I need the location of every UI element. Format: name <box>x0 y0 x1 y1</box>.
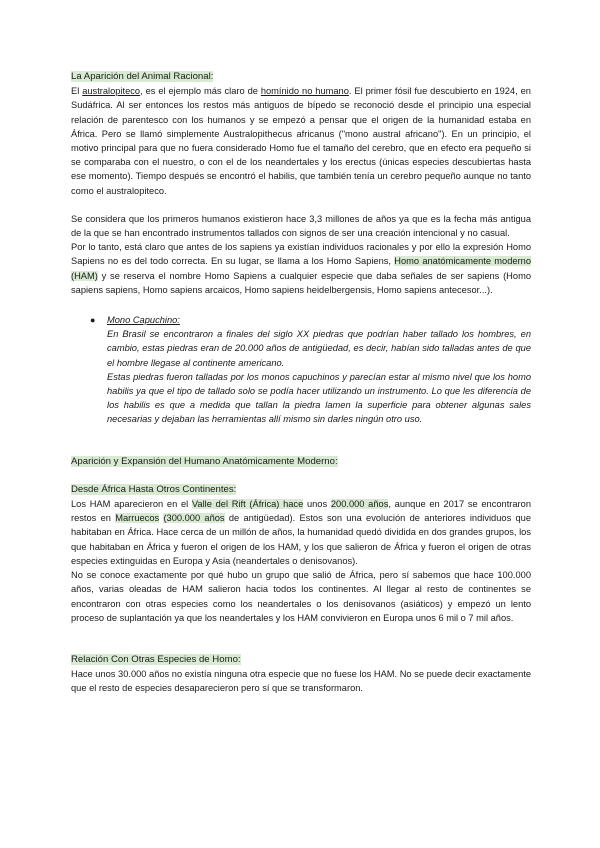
subheading-relacion-especies: Relación Con Otras Especies de Homo: <box>71 653 241 665</box>
paragraph-30000-anos: Hace unos 30.000 años no existía ninguna otra especie que no fuese los HAM. No se puede decir exactamente que el resto de especies desaparecieron pero sí que se transformaron. <box>71 669 531 694</box>
text-run: (300.000 años <box>163 513 225 524</box>
text-run: homínido no humano <box>260 86 349 97</box>
text-run: Valle del Rift (África) hace <box>191 499 304 510</box>
bullet-item-mono-capuchino <box>90 313 531 427</box>
paragraph-salida-africa: No se conoce exactamente por qué hubo un grupo que salió de África, pero sí sabemos que hace 100.000 años, varias oleadas de HAM salieron hacia todos los continentes. Al llegar al resto de continentes se encontraron con otras especies como los neandertales o los denisovanos (asiáticos) y empezó un lento proceso de suplantación ya que los neandertales y los HAM convivieron en Europa unos 6 mil o 7 mil años. <box>71 570 531 623</box>
text-run: Marruecos <box>115 513 160 524</box>
bullet-icon: ● <box>90 315 96 326</box>
bullet-title: Mono Capuchino: <box>107 315 180 326</box>
bullet-paragraph-brasil: En Brasil se encontraron a finales del siglo XX piedras que podrían haber tallado los hombres, en cambio, estas piedras eran de 20.000 años de antigüedad, es decir, habían sido talladas antes de que el hombre llegase al continente americano. <box>107 329 531 368</box>
bullet-paragraph-monos-capuchinos: Estas piedras fueron talladas por los monos capuchinos y parecían estar al mismo nivel que los homo habilis ya que el tipo de tallado solo se podía hacer utilizando un instrumento. Lo que les diferencia de los habilis es que a medida que tallan la piedra lamen la superficie para obtener algunas sales necesarias y dejaban las herramientas allí mismo sin darles ningún otro uso. <box>107 371 531 425</box>
paragraph-ham-aparicion: Los HAM aparecieron en el Valle del Rift (África) hace unos 200.000 años, aunque en 2017 se encontraron restos en Marruecos (300.000 años de antigüedad). Estos son una evolución de anteriores individuos que habitaban en África. Hace cerca de un millón de años, la humanidad quedó dividida en dos grandes grupos, los que habitaban en África y fueron el origen de los HAM, y los que salieron de África y fueron el origen de otras especies extinguidas en Europa y Asia (neandertales o denisovanos). <box>71 499 532 566</box>
section-heading-aparicion-animal-racional: La Aparición del Animal Racional: <box>71 71 214 82</box>
paragraph-australopiteco: El australopiteco, es el ejemplo más claro de homínido no humano. El primer fósil fue descubierto en 1924, en Sudáfrica. Al ser entonces los restos más antiguos de bípedo se reconoció desde el principio una especial relación de parentesco con los humanos y se empezó a pensar que el origen de la humanidad estaba en África. Pero se llamó simplemente Australopithecus africanus ("mono austral africano"). En un principio, el motivo principal para que no fuera considerado Homo fue el tamaño del cerebro, que en efecto era pequeño si se comparaba con el nuestro, o con el de los neandertales y los erectus (únicas especies descubiertas hasta ese momento). Tiempo después se encontró el habilis, que también tenía un cerebro pequeño aunque no tanto como el australopiteco. <box>71 86 531 196</box>
paragraph-primeros-humanos: Se considera que los primeros humanos existieron hace 3,3 millones de años ya que es la fecha más antigua de la que se han encontrado instrumentos tallados con signos de ser una creación intencional y no casual. <box>71 213 531 239</box>
subheading-desde-africa: Desde África Hasta Otros Continentes: <box>71 483 237 495</box>
paragraph-homo-sapiens: Por lo tanto, está claro que antes de los sapiens ya existían individuos racionales y por ello la expresión Homo Sapiens no es del todo correcta. En su lugar, se llama a los Homo Sapiens, Homo anatómicamente moderno (HAM) y se reserva el nombre Homo Sapiens a cualquier especie que daba señales de ser sapiens (Homo sapiens sapiens, Homo sapiens arcaicos, Homo sapiens heidelbergensis, Homo sapiens antecesor...). <box>71 242 532 295</box>
text-run: 200.000 años <box>330 499 389 510</box>
text-run: Homo anatómicamente moderno (HAM) <box>71 256 532 281</box>
section-heading-aparicion-expansion: Aparición y Expansión del Humano Anatómicamente Moderno: <box>71 455 338 467</box>
document-page <box>71 70 531 696</box>
text-run: australopiteco <box>82 86 141 97</box>
